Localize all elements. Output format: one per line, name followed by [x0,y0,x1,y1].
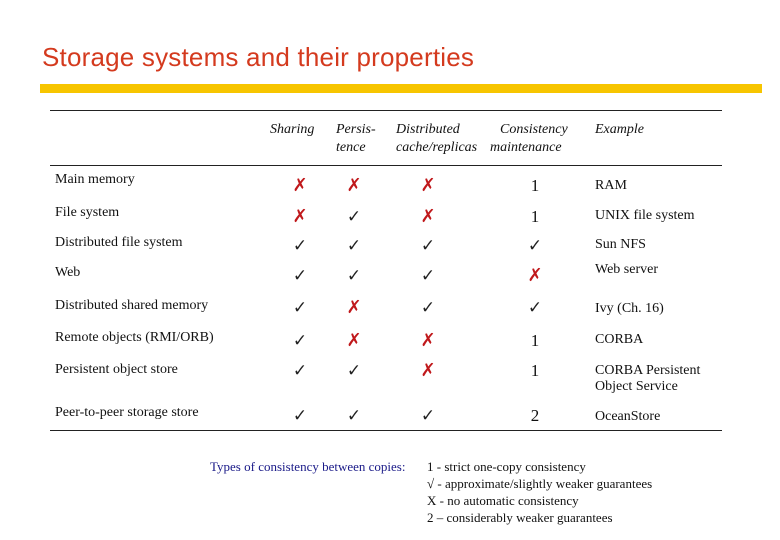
row-label: Persistent object store [55,362,178,377]
check-icon: ✓ [420,236,436,256]
legend-item-4: 2 – considerably weaker guarantees [427,510,613,525]
check-icon: ✓ [292,236,308,256]
cross-icon: ✗ [527,265,543,286]
check-icon: ✓ [420,298,436,318]
consistency-level: 1 [530,176,540,195]
check-icon: ✓ [292,266,308,286]
example-cell [595,178,627,194]
example-text: OceanStore [595,409,661,424]
row-label: Distributed file system [55,235,183,250]
example-cell [595,237,646,253]
check-icon: ✓ [420,406,436,426]
example-cell [595,262,658,278]
example-text: RAM [595,178,627,193]
header-sharing: Sharing [270,122,315,137]
row-label: File system [55,205,120,220]
cross-icon: ✗ [292,206,308,227]
cross-icon: ✗ [420,330,436,351]
row-label: Distributed shared memory [55,298,209,313]
legend-item-3: X - no automatic consistency [427,493,579,508]
slide-title: Storage systems and their properties [42,42,475,72]
row-label: Web [55,265,81,280]
check-icon: ✓ [346,207,362,227]
row-label: Peer-to-peer storage store [55,405,199,420]
legend-item-2: √ - approximate/slightly weaker guarantees [427,476,653,491]
example-cell [595,208,695,224]
consistency-level: 1 [530,207,540,226]
example-cell [595,409,660,425]
example-cell [595,363,700,395]
check-icon: ✓ [346,406,362,426]
legend-item-1: 1 - strict one-copy consistency [427,459,586,474]
example-cell [595,332,643,348]
table-top-rule [50,110,722,111]
title-underline-bar [40,84,762,93]
check-icon: ✓ [346,236,362,256]
cross-icon: ✗ [420,206,436,227]
example-cell [595,301,664,317]
check-icon: ✓ [346,266,362,286]
check-icon: ✓ [292,331,308,351]
example-text: Web server [595,262,659,277]
legend-intro: Types of consistency between copies: [210,459,406,474]
check-icon: ✓ [527,236,543,256]
table-bottom-rule [50,430,722,431]
row-label: Remote objects (RMI/ORB) [55,330,214,345]
example-text: Ivy (Ch. 16) [595,301,664,316]
example-text: Object Service [595,379,678,394]
check-icon: ✓ [346,361,362,381]
cross-icon: ✗ [346,330,362,351]
consistency-level: 2 [530,406,540,425]
check-icon: ✓ [420,266,436,286]
cross-icon: ✗ [346,297,362,318]
header-consistency: Consistency maintenance [490,122,568,155]
example-text: CORBA Persistent [595,363,701,378]
header-persistence: Persis- tence [336,122,376,155]
example-text: UNIX file system [595,208,695,223]
row-label: Main memory [55,172,135,187]
example-text: Sun NFS [595,237,646,252]
table-header-rule [50,165,722,166]
check-icon: ✓ [292,361,308,381]
check-icon: ✓ [292,406,308,426]
check-icon: ✓ [527,298,543,318]
cross-icon: ✗ [420,175,436,196]
consistency-level: 1 [530,361,540,380]
cross-icon: ✗ [292,175,308,196]
example-text: CORBA [595,332,644,347]
cross-icon: ✗ [420,360,436,381]
check-icon: ✓ [292,298,308,318]
header-example: Example [595,122,644,137]
header-distributed: Distributed cache/replicas [396,122,478,155]
cross-icon: ✗ [346,175,362,196]
consistency-level: 1 [530,331,540,350]
